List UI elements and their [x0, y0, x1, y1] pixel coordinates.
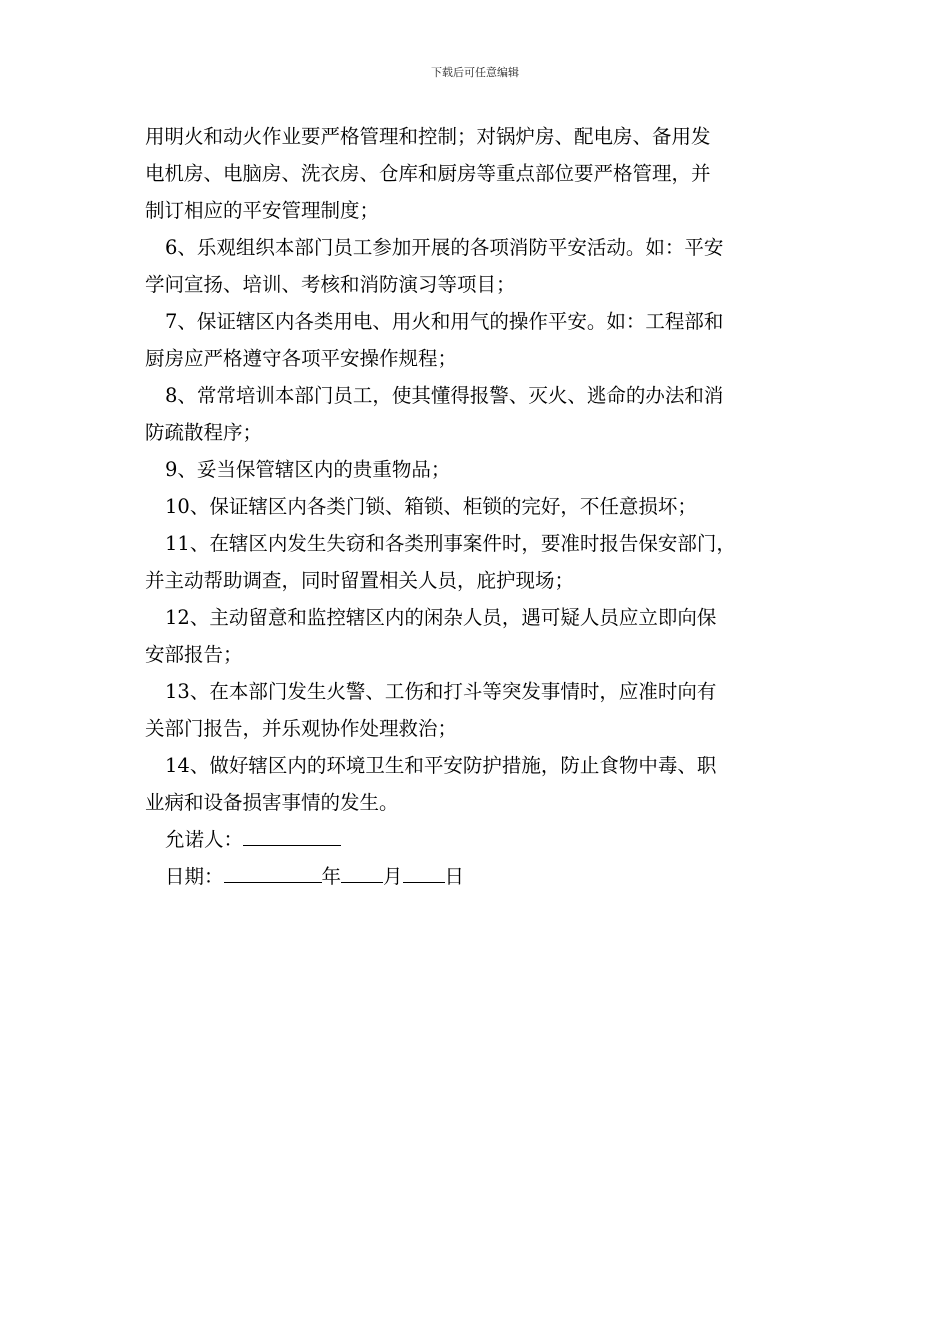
- text-line: 电机房、电脑房、洗衣房、仓库和厨房等重点部位要严格管理，并: [145, 162, 711, 185]
- text-line: 13、在本部门发生火警、工伤和打斗等突发事情时，应准时向有: [165, 680, 717, 703]
- text-line: 8、常常培训本部门员工，使其懂得报警、灭火、逃命的办法和消: [165, 384, 724, 407]
- text-line: 用明火和动火作业要严格管理和控制；对锅炉房、配电房、备用发: [145, 125, 711, 148]
- text-line: 7、保证辖区内各类用电、用火和用气的操作平安。如：工程部和: [165, 310, 724, 333]
- paragraph-lines: [145, 118, 815, 821]
- promisor-label: 允诺人：: [165, 828, 244, 851]
- year-blank: [224, 862, 322, 883]
- month-blank: [341, 862, 383, 883]
- text-line: 关部门报告，并乐观协作处理救治；: [145, 717, 458, 740]
- page-header-note: 下载后可任意编辑: [431, 66, 519, 79]
- text-line: 12、主动留意和监控辖区内的闲杂人员，遇可疑人员应立即向保: [165, 606, 717, 629]
- promisor-line: [145, 821, 815, 858]
- date-line: [145, 858, 815, 895]
- text-line: 11、在辖区内发生失窃和各类刑事案件时，要准时报告保安部门，: [165, 532, 736, 555]
- text-line: 14、做好辖区内的环境卫生和平安防护措施，防止食物中毒、职: [165, 754, 717, 777]
- text-line: 9、妥当保管辖区内的贵重物品；: [165, 458, 451, 481]
- day-label: 日: [444, 865, 465, 888]
- text-line: 6、乐观组织本部门员工参加开展的各项消防平安活动。如：平安: [165, 236, 724, 259]
- day-blank: [403, 862, 445, 883]
- text-line: 学问宣扬、培训、考核和消防演习等项目；: [145, 273, 516, 296]
- date-label: 日期：: [165, 865, 224, 888]
- text-line: 安部报告；: [145, 643, 243, 666]
- text-line: 10、保证辖区内各类门锁、箱锁、柜锁的完好，不任意损坏；: [165, 495, 697, 518]
- promisor-blank: [243, 825, 341, 846]
- text-line: 并主动帮助调查，同时留置相关人员，庇护现场；: [145, 569, 575, 592]
- text-line: 厨房应严格遵守各项平安操作规程；: [145, 347, 458, 370]
- year-label: 年: [321, 865, 342, 888]
- text-line: 制订相应的平安管理制度；: [145, 199, 380, 222]
- text-line: 防疏散程序；: [145, 421, 263, 444]
- text-line: 业病和设备损害事情的发生。: [145, 791, 399, 814]
- document-body: [145, 118, 815, 895]
- month-label: 月: [383, 865, 403, 888]
